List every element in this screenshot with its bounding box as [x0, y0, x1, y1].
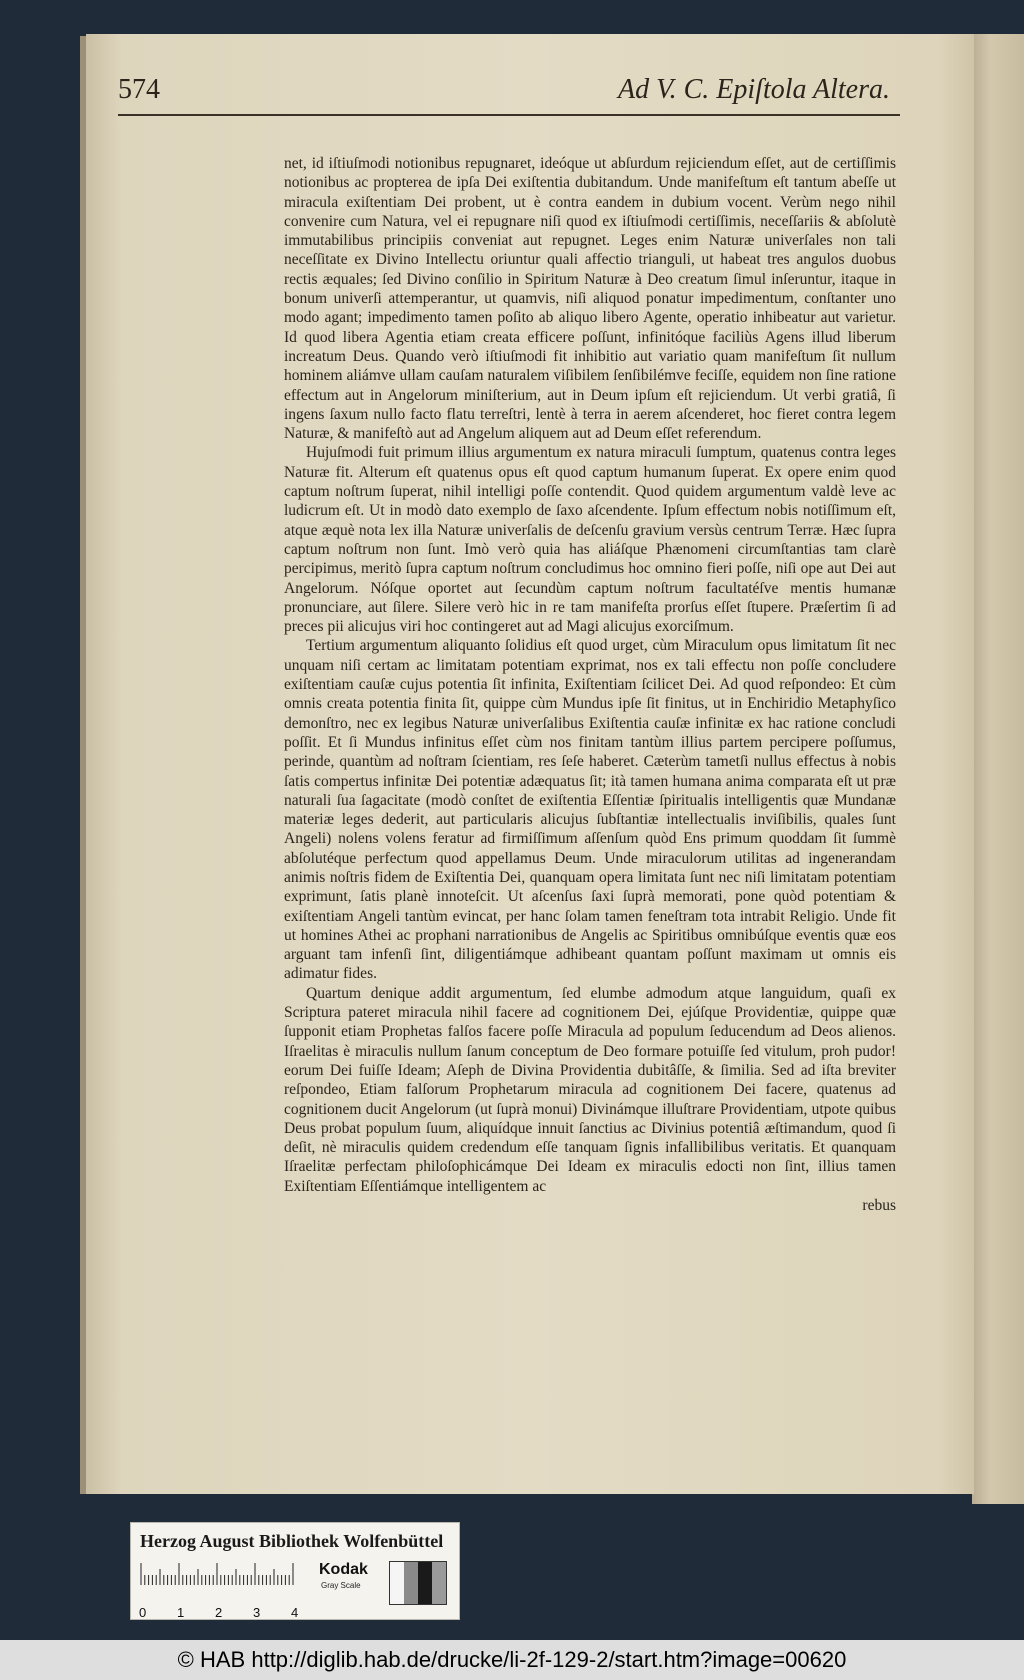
ruler-number: 4	[291, 1605, 299, 1620]
copyright-text: © HAB http://diglib.hab.de/drucke/li-2f-129-2/start.htm?image=00620	[177, 1647, 847, 1672]
ruler-numbers	[139, 1605, 319, 1623]
ruler-number: 0	[139, 1605, 147, 1620]
text-block	[284, 154, 896, 1374]
ruler-ticks	[139, 1561, 319, 1585]
paragraph: Quartum denique addit argumentum, ſed elumbe admodum atque languidum, quaſi ex Scriptura pateret miracula nihil facere ad cognitionem Dei, ejúſque Providentiæ, quippe quæ ſupponit etiam Prophetas falſos facere poſſe Miracula ad populum ſeducendum ad Deos alienos. Iſraelitas è miraculis nullum ſanum conceptum de Deo formare potuiſſe ſed vitulum, proh pudor! eorum Dei fuiſſe Ideam; Aſeph de Divina Providentia dubitâſſe, & ſimilia. Sed ad iſta breviter reſpondeo, Etiam falſorum Prophetarum miracula ad cognitionem Dei facere, quatenus ad cognitionem ducit Angelorum (ut ſuprà monui) Divinámque illuſtrare Providentiam, utpote quibus Deus probat populum ſuum, aliquídque innuit ſanctius ac Divinius potentiâ æſtimandum, quod ſi deſit, nè miraculis quidem credendum eſſe tanquam ſignis infallibilibus veritatis. Et quanquam Iſraelitæ perfectam philoſophicámque Dei Ideam ex miraculis edocti non ſint, illius tamen Exiſtentiam Eſſentiámque intelligentem ac	[284, 984, 896, 1195]
gray-swatch	[432, 1562, 446, 1604]
paragraph: net, id iſtiuſmodi notionibus repugnaret, ideóque ut abſurdum rejiciendum eſſet, aut de certiſſimis notionibus ac propterea de ipſa Dei exiſtentia dubitandum. Unde manifeſtum eſt tantum abeſſe ut miracula exiſtentiam Dei probent, ut è contra eandem in dubium vocent. Verùm nego nihil convenire cum Natura, vel ei repugnare niſi quod ex iſtiuſmodi certiſſimis, neceſſariis & abſolutè immutabilibus principiis conveniat aut repugnet. Leges enim Naturæ univerſales non tali neceſſitate ex Divino Intellectu oriuntur quali affectio trianguli, ut habeat tres angulos duobus rectis æquales; ſed Divino conſilio in Spiritum Naturæ à Deo creatum ſimul inſeruntur, itaque in bonum univerſi attemperantur, ut quamvis, niſi aliquod ponatur impedimentum, conſtanter uno modo agant; impedimento tamen poſito ab aliquo libero Agente, operatio inhibeatur aut varietur. Id quod libera Agentia etiam creata efficere poſſunt, infinitóque faciliùs Agens illud liberum increatum Deus. Quando verò iſtiuſmodi fit inhibitio aut variatio quam manifeſtum ſit nullum hominem aliámve ullam cauſam naturalem viſibilem ſenſibilémve feciſſe, equidem non ſine ratione effectum aut in Angelorum miniſterium, aut in Deum ipſum eſt rejiciendum. Ut verbi gratiâ, ſi ingens ſaxum nullo facto flatu terreſtri, lentè à terra in aerem aſcenderet, hoc fieret contra legem Naturæ, & manifeſtò aut ad Angelum aliquem aut ad Deum eſſet referendum.	[284, 155, 896, 443]
kodak-subtitle: Gray Scale	[321, 1581, 361, 1590]
ruler-scale	[139, 1561, 319, 1620]
header-rule	[118, 114, 900, 116]
header-title: Ad V. C. Epiſtola Altera.	[618, 74, 890, 105]
ruler-number: 3	[253, 1605, 261, 1620]
copyright-bar	[0, 1640, 1024, 1680]
kodak-logo: Kodak	[319, 1561, 368, 1578]
paragraph: Tertium argumentum aliquanto ſolidius eſt quod urget, cùm Miraculum opus limitatum ſit nec unquam niſi certam ac limitatam potentiam exprimat, nos ex tali effectu non poſſe concludere exiſtentiam cauſæ cujus potentia ſit infinita, Exiſtentiam ſcilicet Dei. Ad quod reſpondeo: Et cùm omnis creata potentia finita ſit, quippe cùm Mundus ipſe ſit finitus, ut in Enchiridio Metaphyſico demonſtro, nec ex legibus Naturæ univerſalibus Exiſtentia cauſæ infinitæ ex hac ratione concludi poſſit. Et ſi Mundus infinitus eſſet cùm nos finitam tantùm illius partem percipere poſſumus, perinde, quantùm ad noſtram ſcientiam, res ſeſe haberet. Cæterùm tametſi nullus effectus à nobis ſatis compertus infinitæ Dei potentiæ adæquatus ſit; ità tamen humana anima comparata eſt ut præ naturali ſua ſagacitate (modò conſtet de exiſtentia Eſſentiæ ſpiritualis intelligentis quæ Mundanæ materiæ leges dederit, aut particularis alicujus ſubſtantiæ intellectualis inviſibilis, quales ſunt Angeli) nolens volens feratur ad firmiſſimum aſſenſum quòd Ens primum quoddam ſit ſummè abſolutéque perfectum quod appellamus Deum. Unde miraculorum utilitas ad ingenerandam animis noſtris fidem de Exiſtentia Dei, quanquam opera limitata ſunt nec niſi limitatam potentiam exprimunt, ſatis planè innoteſcit. Ut aſcenſus ſaxi ſuprà memorati, pone quòd potentiam & exiſtentiam Angeli tantùm evincat, per hanc ſolam tamen feneſtram tota intrabit Religio. Unde fit ut homines Athei ac prophani narrationibus de Angelis ac Spiritibus omnibúſque eventis quæ eos arguant tam infenſi ſint, diligentiámque adhibeant quantam poſſunt maximam ut omnis eis adimatur fides.	[284, 637, 896, 983]
paragraph: Hujuſmodi fuit primum illius argumentum ex natura miraculi ſumptum, quatenus contra leges Naturæ fit. Alterum eſt quatenus opus eſt quod captum humanum ſuperat. Ex opere enim quod captum noſtrum ſuperat, nihil intelligi poſſe contendit. Quod quidem argumentum valdè leve ac ludicrum eſt. Ut in modò dato exemplo de ſaxo aſcendente. Ipſum effectum nobis notiſſimum eſt, atque æquè nota lex illa Naturæ univerſalis de deſcenſu gravium versùs centrum Terræ. Hæc ſupra captum noſtrum non ſunt. Imò verò quia has aliáſque Phænomeni circumſtantias tam clarè percipimus, meritò ſupra captum noſtrum concludimus hoc omnino fieri poſſe, niſi ope aut Dei aut Angelorum. Nóſque oportet aut ſecundùm captum noſtrum facultatéſve mentis humanæ pronunciare, aut ſilere. Silere verò hic in re tam manifeſta prorſus eſſet ſtupere. Præſertim ſi ad preces pii alicujus viri hoc contingeret aut ad Magi alicujus exorciſmum.	[284, 444, 896, 636]
gray-swatch	[418, 1562, 432, 1604]
page-number: 574	[118, 74, 160, 105]
next-page-edge	[972, 34, 1024, 1504]
gray-scale-swatches	[389, 1561, 447, 1605]
gray-swatch	[404, 1562, 418, 1604]
library-label	[130, 1522, 460, 1620]
ruler-number: 1	[177, 1605, 185, 1620]
library-name: Herzog August Bibliothek Wolfenbüttel	[140, 1531, 444, 1551]
catchword: rebus	[862, 1197, 896, 1215]
ruler-number: 2	[215, 1605, 223, 1620]
running-head	[118, 74, 900, 108]
gray-swatch	[390, 1562, 404, 1604]
